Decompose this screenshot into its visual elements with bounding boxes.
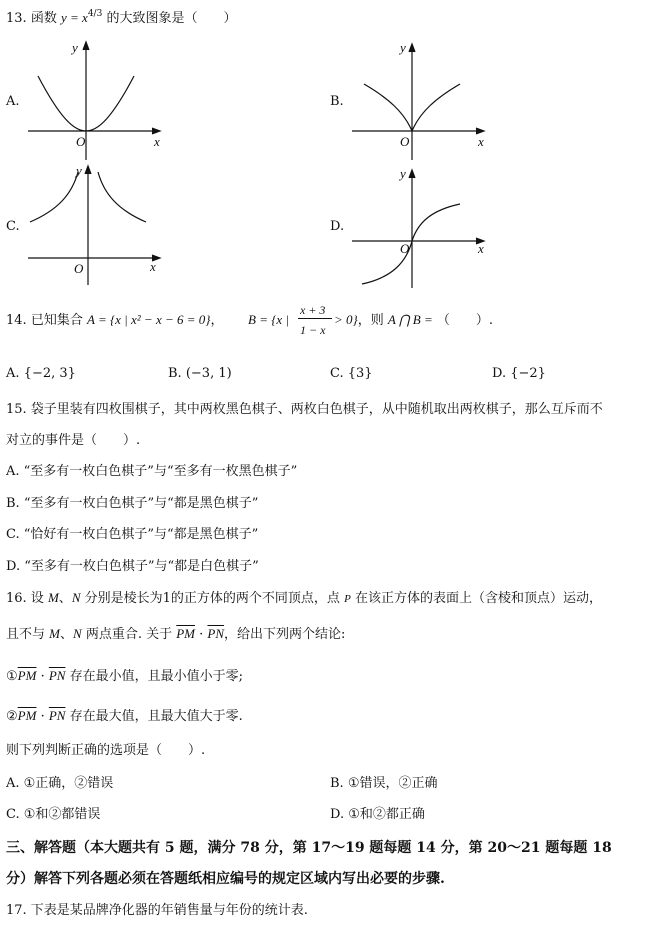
q14-option-a [6, 366, 76, 382]
q16-c2-pm: $\overline{PM}$ [17, 708, 37, 723]
q14-option-b [168, 366, 232, 382]
q16-m: M [47, 590, 59, 605]
q16-n: N [71, 590, 81, 605]
q16-dot: · [195, 627, 208, 642]
q14-option-c-label: C. [330, 366, 344, 381]
q16-l2b: 两点重合. 关于 [85, 627, 173, 642]
q14-set-a: A = {x | x² − x − 6 = 0} [86, 312, 211, 327]
q15-option-d: D. “至多有一枚白色棋子”与“都是白色棋子” [6, 559, 259, 574]
q16-n-2: N [73, 626, 82, 641]
q14-option-d-label: D. [492, 366, 507, 381]
q14-option-c [330, 366, 373, 382]
q16-option-b: B. ①错误，②正确 [330, 776, 438, 791]
q16-option-d: D. ①和②都正确 [330, 807, 425, 822]
q13-exp-den: 3 [96, 9, 103, 19]
section-3-heading-line-2: 分）解答下列各题必须在答题纸相应编号的规定区域内写出必要的步骤. [6, 871, 445, 887]
q16-l1d: 在该正方体的表面上（含棱和顶点）运动， [354, 591, 602, 606]
q16-c1-dot: · [36, 669, 49, 684]
q14-stem [6, 312, 223, 329]
section-3-heading-line-1: 三、解答题（本大题共有 5 题，满分 78 分，第 17～19 题每题 14 分，第 20～21 题每题 18 [6, 840, 612, 856]
q13-d-origin: O [400, 241, 410, 256]
q13-func-eq: = x [66, 10, 88, 25]
q15-option-b: B. “至多有一枚白色棋子”与“都是黑色棋子” [6, 496, 259, 511]
q14-option-b-label: B. [168, 366, 182, 381]
q13-graph-d [0, 0, 651, 300]
q13-exponent: 4/3 [87, 9, 103, 19]
q13-option-c-label: C. [6, 219, 20, 234]
q14-frac-num: x + 3 [300, 303, 326, 317]
q13-number: 13. [6, 11, 27, 26]
q16-c1-pn: $\overline{PN}$ [48, 668, 66, 683]
q14-option-d [492, 366, 546, 382]
q13-c-origin: O [74, 261, 84, 276]
q16-c1-pm: $\overline{PM}$ [17, 668, 37, 683]
q14-ask: A ⋂ B = [387, 312, 433, 327]
q14-stem-a: 已知集合 [30, 313, 83, 328]
q17-stem: 17. 下表是某品牌净化器的年销售量与年份的统计表. [6, 903, 308, 918]
q14-option-b-value: (−3, 1) [185, 366, 232, 381]
q16-option-c: C. ①和②都错误 [6, 807, 101, 822]
q14-option-a-label: A. [6, 366, 20, 381]
q16-l1a: 16. 设 [6, 591, 44, 606]
q16-vec-pn: $\overline{PN}$ [207, 626, 225, 641]
q13-b-origin: O [400, 134, 410, 149]
q16-conclusion-2 [6, 708, 243, 725]
q16-p: P [344, 593, 351, 605]
q16-vec-pm: $\overline{PM}$ [176, 626, 196, 641]
q14-number: 14. [6, 313, 27, 328]
q14-fraction-bar [298, 318, 332, 319]
q16-l2a: 且不与 [6, 627, 46, 642]
q13-d-y-label: y [400, 166, 406, 181]
q16-option-a: A. ①正确，②错误 [6, 776, 114, 791]
q16-c2-mark: ② [6, 709, 18, 724]
q13-d-x-label: x [478, 241, 484, 256]
q15-line-2: 对立的事件是（ ）. [6, 433, 141, 448]
q14-option-d-value: {−2} [510, 366, 546, 381]
q14-set-b-suffix: > 0} [334, 312, 358, 327]
q16-c2-pn: $\overline{PN}$ [48, 708, 66, 723]
q13-a-x-label: x [154, 134, 160, 149]
q13-a-y-label: y [72, 40, 78, 55]
q16-c1-mark: ① [6, 669, 18, 684]
q16-l1b: 分别是棱长为 [84, 591, 163, 606]
q13-option-d-label: D. [330, 219, 345, 234]
q14-set-b-prefix: B = {x | [248, 312, 290, 327]
q16-c2-text: 存在最大值，且最大值大于零. [69, 709, 243, 724]
q13-b-y-label: y [400, 40, 406, 55]
q16-conclusion-1 [6, 668, 243, 685]
q16-l1c: 的正方体的两个不同顶点，点 [170, 591, 340, 606]
q14-stem-c: （ ）. [436, 313, 494, 328]
q16-l2c: ，给出下列两个结论: [224, 627, 346, 642]
q13-c-x-label: x [150, 259, 156, 274]
q14-option-a-value: {−2, 3} [23, 366, 76, 381]
q16-one: 1 [162, 591, 171, 606]
q15-option-a: A. “至多有一枚白色棋子”与“至多有一枚黑色棋子” [6, 464, 298, 479]
q14-tail [334, 312, 493, 329]
q13-b-x-label: x [478, 134, 484, 149]
q16-judge: 则下列判断正确的选项是（ ）. [6, 743, 206, 758]
q16-c1-text: 存在最小值，且最小值小于零; [69, 669, 243, 684]
q14-option-c-value: {3} [347, 366, 373, 381]
q16-c2-dot: · [36, 709, 49, 724]
q14-frac-den: 1 − x [300, 323, 326, 337]
q16-line-2 [6, 626, 345, 643]
q13-a-origin: O [76, 134, 86, 149]
q13-c-y-label: y [76, 163, 82, 178]
q16-line-1 [6, 590, 602, 607]
q13-option-b-label: B. [330, 94, 344, 109]
q13-stem-prefix: 函数 [30, 11, 57, 26]
q15-line-1: 15. 袋子里装有四枚围棋子，其中两枚黑色棋子、两枚白色棋子，从中随机取出两枚棋子，那么互斥而不 [6, 402, 603, 417]
q13-exp-num: 4 [87, 9, 94, 19]
q16-sep1: 、 [58, 591, 72, 606]
q16-m-2: M [49, 626, 60, 641]
q13-option-a-label: A. [6, 94, 20, 109]
q13-stem-suffix: 的大致图象是（ ） [106, 11, 237, 26]
q16-sep1-2: 、 [60, 627, 74, 642]
q13-func-y: y [60, 10, 67, 25]
q15-option-c: C. “恰好有一枚白色棋子”与“都是黑色棋子” [6, 527, 259, 542]
q14-stem-b: ，则 [357, 313, 384, 328]
q14-sep: ， [210, 313, 224, 328]
